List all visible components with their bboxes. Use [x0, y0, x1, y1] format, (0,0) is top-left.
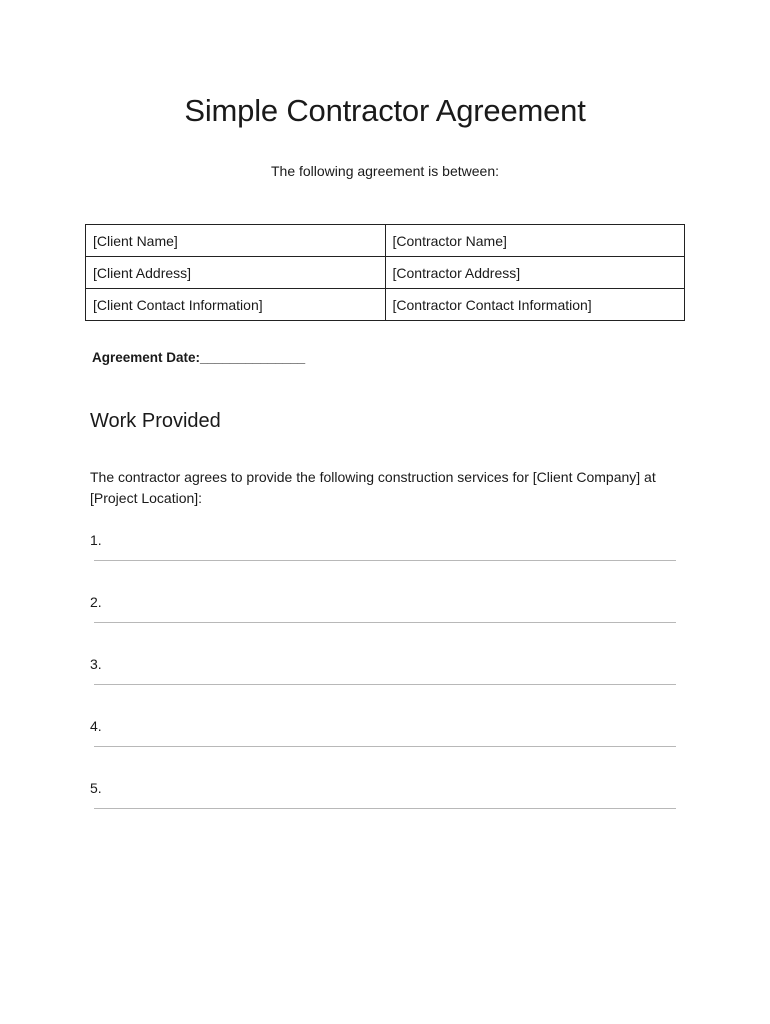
- item-number: 3.: [90, 656, 102, 672]
- list-item: [90, 654, 680, 716]
- client-name-cell: [Client Name]: [86, 225, 386, 257]
- list-item: [90, 716, 680, 778]
- item-number: 5.: [90, 780, 102, 796]
- item-blank-line: [94, 684, 676, 685]
- contractor-contact-cell: [Contractor Contact Information]: [385, 289, 685, 321]
- list-item: [90, 592, 680, 654]
- document-subtitle: The following agreement is between:: [270, 163, 500, 179]
- work-provided-intro: The contractor agrees to provide the following construction services for [Client Company] at [Project Location]:: [90, 469, 656, 506]
- document-title: Simple Contractor Agreement: [184, 93, 586, 128]
- list-item: [90, 530, 680, 592]
- item-number: 4.: [90, 718, 102, 734]
- item-blank-line: [94, 746, 676, 747]
- contractor-address-cell: [Contractor Address]: [385, 257, 685, 289]
- work-provided-heading: Work Provided: [90, 410, 221, 432]
- item-number: 2.: [90, 594, 102, 610]
- client-address-cell: [Client Address]: [86, 257, 386, 289]
- item-blank-line: [94, 560, 676, 561]
- item-number: 1.: [90, 532, 102, 548]
- table-row: [86, 289, 685, 321]
- work-item-list: [90, 530, 680, 840]
- parties-table: [85, 224, 685, 321]
- list-item: [90, 778, 680, 840]
- agreement-date-field: Agreement Date:______________: [92, 350, 306, 365]
- client-contact-cell: [Client Contact Information]: [86, 289, 386, 321]
- table-row: [86, 257, 685, 289]
- item-blank-line: [94, 622, 676, 623]
- contractor-name-cell: [Contractor Name]: [385, 225, 685, 257]
- table-row: [86, 225, 685, 257]
- item-blank-line: [94, 808, 676, 809]
